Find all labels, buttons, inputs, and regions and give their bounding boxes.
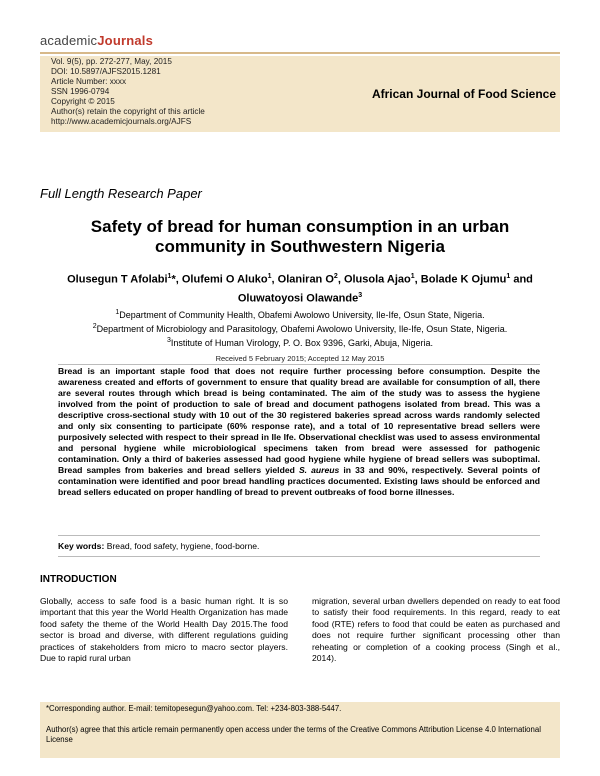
- author-name: Bolade K Ojumu: [420, 273, 507, 286]
- paper-title: [40, 217, 560, 257]
- info-issn: SSN 1996-0794: [51, 87, 110, 96]
- affiliation-sup: 3: [166, 337, 171, 344]
- affiliations: [40, 307, 560, 349]
- section-heading-introduction: INTRODUCTION: [40, 574, 117, 585]
- keywords-label: Key words:: [58, 541, 105, 551]
- affiliation: [40, 335, 560, 349]
- author-name: Olusegun T Afolabi: [67, 273, 168, 286]
- author-sep: ,: [414, 273, 421, 286]
- paper-type: Full Length Research Paper: [40, 186, 202, 201]
- abstract-text-1: Bread is an important staple food that does not require further processing before consumption. Despite the awareness created and efforts of government to ensure that quality bread are available for consumption of all, there are several routes through which bread is being contaminated. The aim of the study was to assess the hygiene involved from the point of production to sale of bread and document pathogens isolated from bread. This was a descriptive cross-sectional study with 10 out of the 30 registered bakeries spread across wards randomly selected and only six consenting to participate (60% response rate), and a total of 10 representative bread sellers were purposively selected with respect to their spread in Ile Ife. Observational checklist was used to assess environmental and personal hygiene while microbiological specimens taken from bread were assessed for pathogenic contamination. Only a third of bakeries assessed had good hygiene while hygiene of bread sellers was suboptimal. Bread samples from bakeries and bread sellers yielded: [58, 366, 540, 475]
- intro-column-left: Globally, access to safe food is a basic human right. It is so important that this year the World Health Organization has made food safety the theme of the World Health Day 2015.The food sector is broad and diverse, with different regulations guiding practices of stakeholders from micro to macro sector players. Due to rapid rural urban: [40, 596, 288, 664]
- info-url[interactable]: http://www.academicjournals.org/AJFS: [51, 117, 192, 126]
- affiliation-text: Department of Microbiology and Parasitology, Obafemi Awolowo University, Ile-Ife, Osun State, Nigeria.: [96, 324, 508, 334]
- info-article-number: Article Number: xxxx: [51, 77, 127, 86]
- author-name: Olufemi O Aluko: [181, 273, 268, 286]
- author-sup: 1: [410, 273, 415, 280]
- info-volume: Vol. 9(5), pp. 272-277, May, 2015: [51, 57, 172, 66]
- info-doi: DOI: 10.5897/AJFS2015.1281: [51, 67, 161, 76]
- affiliation-text: Institute of Human Virology, P. O. Box 9396, Garki, Abuja, Nigeria.: [170, 338, 434, 348]
- affiliation: [40, 321, 560, 335]
- author-sup: 3: [358, 291, 363, 299]
- logo-part-journals: Journals: [97, 33, 154, 48]
- author-name: Oluwatoyosi Olawande: [237, 292, 359, 305]
- header-rule: [40, 52, 560, 54]
- affiliation-sup: 1: [115, 309, 120, 316]
- info-rights: Author(s) retain the copyright of this article: [51, 107, 205, 116]
- author-sup: 1: [506, 273, 511, 280]
- author-sep: and: [510, 273, 533, 286]
- affiliation-text: Department of Community Health, Obafemi Awolowo University, Ile-Ife, Osun State, Nigeria.: [119, 310, 485, 320]
- author-list: [40, 269, 560, 306]
- keywords: [58, 541, 259, 551]
- author-sup: 2: [333, 273, 338, 280]
- title-line-2: community in Southwestern Nigeria: [155, 237, 445, 256]
- keywords-text: Bread, food safety, hygiene, food-borne.: [104, 541, 260, 551]
- corresponding-author: *Corresponding author. E-mail: temitopesegun@yahoo.com. Tel: +234-803-388-5447.: [46, 704, 342, 713]
- author-sep: ,: [337, 273, 344, 286]
- author-name: Olaniran O: [277, 273, 334, 286]
- journal-name: African Journal of Food Science: [371, 87, 556, 101]
- abstract-organism: S. aureus: [298, 465, 340, 475]
- logo-part-academic: academic: [40, 33, 98, 48]
- abstract: [58, 366, 540, 498]
- title-line-1: Safety of bread for human consumption in an urban: [90, 217, 510, 236]
- publisher-logo: [40, 33, 153, 48]
- affiliation-sup: 2: [92, 323, 97, 330]
- author-sup: 1: [167, 273, 172, 280]
- author-name: Olusola Ajao: [343, 273, 411, 286]
- received-dates: Received 5 February 2015; Accepted 12 May 2015: [215, 354, 385, 363]
- abstract-text-2: in 33 and 90%, respectively. Several points of contamination were identified and poor bread handling practices documented. Existing laws should be enforced and bread sellers educated on proper handling of bread to prevent outbreaks of food borne illnesses.: [58, 465, 540, 497]
- author-sup: 1: [267, 273, 272, 280]
- info-copyright: Copyright © 2015: [51, 97, 115, 106]
- abstract-top-rule: [58, 364, 540, 365]
- license-note: Author(s) agree that this article remain permanently open access under the terms of the Creative Commons Attribution License 4.0 International License: [46, 725, 541, 744]
- author-sep: ,: [271, 273, 278, 286]
- article-info: [51, 57, 205, 127]
- author-sep: *,: [171, 273, 182, 286]
- affiliation: [40, 307, 560, 321]
- abstract-bottom-rule: [58, 535, 540, 536]
- intro-column-right: migration, several urban dwellers depended on ready to eat food to satisfy their food requirements. In this regard, ready to eat food (RTE) refers to food that could be eaten as purchased and does not require further significant processing other than reheating or completion of a cooking process (Singh et al., 2014).: [312, 596, 560, 664]
- keywords-rule: [58, 556, 540, 557]
